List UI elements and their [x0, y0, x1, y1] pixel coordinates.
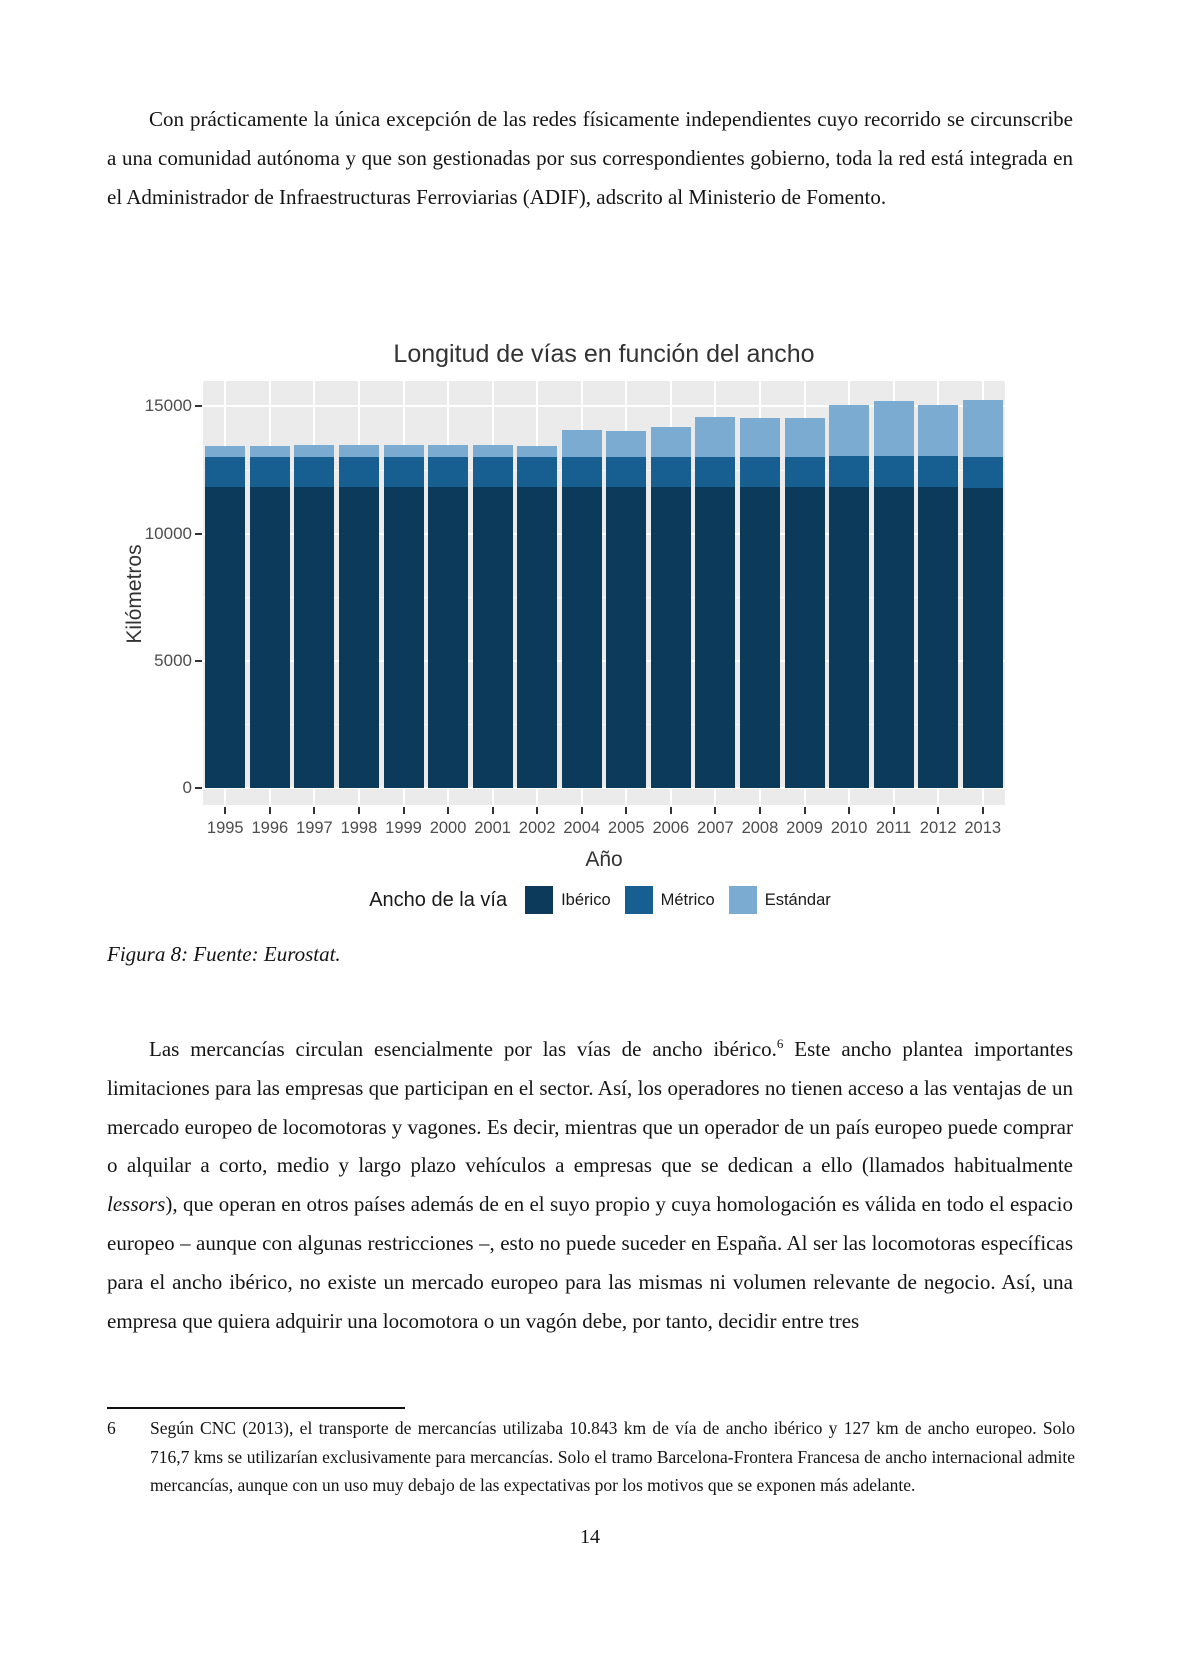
bar-segment-metrico: [785, 457, 825, 486]
body-paragraph-2: [107, 1030, 1073, 1340]
x-tick-label: 2002: [518, 819, 556, 837]
y-tick-mark: [195, 787, 202, 789]
page-number: 14: [580, 1526, 600, 1548]
legend-title: Ancho de la vía: [369, 888, 508, 911]
bar-segment-metrico: [651, 457, 691, 486]
x-tick-mark: [313, 807, 315, 814]
bar-segment-estandar: [517, 446, 557, 457]
x-tick-mark: [358, 807, 360, 814]
bar-segment-estandar: [339, 445, 379, 457]
chart-panel: [203, 381, 1005, 805]
bar-segment-iberico: [740, 487, 780, 788]
bar-segment-iberico: [606, 487, 646, 788]
x-tick-mark: [848, 807, 850, 814]
bar-segment-metrico: [874, 456, 914, 487]
footnote: [107, 1414, 1075, 1500]
bar-segment-iberico: [918, 487, 958, 788]
bar-segment-metrico: [473, 457, 513, 486]
paragraph2-text: Las mercancías circulan esencialmente por las vías de ancho ibérico.: [149, 1037, 777, 1061]
bar-segment-iberico: [963, 488, 1003, 788]
x-tick-label: 2009: [786, 819, 823, 837]
y-tick-label: 0: [182, 777, 192, 797]
x-tick-mark: [536, 807, 538, 814]
bar-segment-metrico: [339, 457, 379, 486]
bar-segment-iberico: [428, 487, 468, 788]
bar-segment-iberico: [205, 487, 245, 788]
legend-label: Estándar: [764, 890, 831, 909]
y-tick-label: 15000: [144, 396, 192, 416]
x-tick-mark: [492, 807, 494, 814]
bar-segment-iberico: [874, 487, 914, 788]
legend-label: Ibérico: [561, 890, 611, 909]
bar-segment-iberico: [517, 487, 557, 788]
bar-segment-iberico: [562, 487, 602, 788]
bar-segment-iberico: [294, 487, 334, 788]
x-tick-label: 2006: [652, 819, 690, 837]
legend-swatch: [625, 886, 653, 914]
bar-segment-iberico: [384, 487, 424, 788]
x-tick-label: 2011: [875, 819, 912, 837]
legend-swatch: [525, 886, 553, 914]
paragraph2-text: Este ancho plantea importantes limitaciones para las empresas que participan en el sector. Así, los operadores no tienen acceso a las ventajas de un mercado europeo de locomotoras y vagones. Es decir, mientras que un operador de un país europeo puede comprar o alquilar a corto, medio y largo plazo vehículos a empresas que se dedican a ello (llamados habitualmente: [107, 1037, 1074, 1178]
y-axis-title: Kilómetros: [123, 544, 146, 644]
bar-segment-estandar: [606, 431, 646, 458]
y-tick-mark: [195, 405, 202, 407]
y-tick-mark: [195, 533, 202, 535]
x-tick-label: 2013: [964, 819, 1002, 837]
bar-segment-metrico: [918, 456, 958, 487]
x-tick-label: 2004: [563, 819, 601, 837]
bar-segment-metrico: [829, 456, 869, 487]
bar-segment-estandar: [473, 445, 513, 457]
bar-segment-iberico: [829, 487, 869, 788]
footnote-text: Según CNC (2013), el transporte de mercancías utilizaba 10.843 km de vía de ancho ibérico y 127 km de ancho europeo. Solo 716,7 kms se utilizarían exclusivamente para mercancías. Solo el tramo Barcelona-Frontera Francesa de ancho internacional admite mercancías, aunque con un uso muy debajo de las expectativas por los motivos que se exponen más adelante.: [150, 1418, 1075, 1496]
bar-segment-estandar: [918, 405, 958, 456]
legend-item: [525, 886, 611, 914]
x-tick-mark: [893, 807, 895, 814]
bar-segment-metrico: [963, 457, 1003, 488]
x-tick-mark: [759, 807, 761, 814]
x-tick-mark: [403, 807, 405, 814]
paragraph2-emphasis: lessors: [107, 1192, 166, 1217]
x-tick-label: 2005: [607, 819, 645, 837]
bar-segment-metrico: [695, 457, 735, 486]
y-tick-label: 5000: [154, 650, 192, 670]
bar-segment-estandar: [740, 418, 780, 457]
bar-segment-iberico: [651, 487, 691, 788]
bar-segment-metrico: [606, 457, 646, 486]
x-axis-title: Año: [585, 848, 623, 871]
figure-chart: [110, 292, 1090, 940]
x-tick-mark: [625, 807, 627, 814]
bar-segment-iberico: [250, 487, 290, 788]
x-tick-mark: [982, 807, 984, 814]
footnote-separator: [107, 1407, 405, 1409]
bar-segment-estandar: [785, 418, 825, 457]
x-tick-mark: [581, 807, 583, 814]
bar-segment-estandar: [428, 445, 468, 457]
x-tick-label: 1999: [385, 819, 422, 837]
bar-segment-metrico: [294, 457, 334, 486]
x-tick-mark: [224, 807, 226, 814]
bar-segment-iberico: [339, 487, 379, 788]
x-tick-label: 2012: [919, 819, 957, 837]
x-tick-label: 2008: [741, 819, 779, 837]
x-tick-mark: [937, 807, 939, 814]
bar-segment-iberico: [473, 487, 513, 788]
legend-item: [729, 886, 831, 914]
legend-item: [625, 886, 715, 914]
bar-segment-metrico: [384, 457, 424, 486]
bar-segment-estandar: [829, 405, 869, 456]
bar-segment-estandar: [205, 446, 245, 457]
bar-segment-estandar: [294, 445, 334, 457]
bar-segment-metrico: [562, 457, 602, 486]
paragraph2-text: ), que operan en otros países además de en el suyo propio y cuya homologación es válida en todo el espacio europeo – aunque con algunas restricciones –, esto no puede suceder en España. Al ser las locomotoras específicas para el ancho ibérico, no existe un mercado europeo para las mismas ni volumen relevante de negocio. Así, una empresa que quiera adquirir una locomotora o un vagón debe, por tanto, decidir entre tres: [107, 1192, 1073, 1333]
y-tick-mark: [195, 660, 202, 662]
bar-segment-metrico: [428, 457, 468, 486]
bar-segment-metrico: [250, 457, 290, 486]
bar-segment-estandar: [384, 445, 424, 457]
bar-segment-estandar: [963, 400, 1003, 457]
chart-legend: [110, 886, 1090, 914]
x-tick-label: 2000: [429, 819, 467, 837]
body-paragraph-1: Con prácticamente la única excepción de las redes físicamente independientes cuyo recorrido se circunscribe a una comunidad autónoma y que son gestionadas por sus correspondientes gobierno, toda la red está integrada en el Administrador de Infraestructuras Ferroviarias (ADIF), adscrito al Ministerio de Fomento.: [107, 107, 1073, 209]
bar-segment-estandar: [695, 417, 735, 458]
x-tick-label: 1995: [206, 819, 244, 837]
y-tick-label: 10000: [144, 523, 192, 543]
bar-segment-metrico: [517, 457, 557, 486]
legend-label: Métrico: [660, 890, 715, 909]
footnote-reference: 6: [776, 1036, 784, 1051]
bar-segment-iberico: [785, 487, 825, 788]
x-tick-mark: [447, 807, 449, 814]
legend-swatch: [729, 886, 757, 914]
x-tick-mark: [670, 807, 672, 814]
bar-segment-estandar: [651, 427, 691, 458]
x-tick-label: 1996: [251, 819, 289, 837]
footnote-number: 6: [107, 1418, 116, 1438]
bar-segment-estandar: [874, 401, 914, 456]
figure-caption: Figura 8: Fuente: Eurostat.: [107, 942, 341, 966]
bar-segment-estandar: [562, 430, 602, 457]
chart-title: Longitud de vías en función del ancho: [393, 340, 815, 368]
bar-segment-iberico: [695, 487, 735, 788]
x-tick-mark: [714, 807, 716, 814]
x-tick-label: 2001: [474, 819, 511, 837]
bar-segment-metrico: [205, 457, 245, 486]
x-tick-label: 1998: [340, 819, 378, 837]
x-tick-label: 2010: [830, 819, 868, 837]
bar-segment-metrico: [740, 457, 780, 486]
x-tick-mark: [804, 807, 806, 814]
bar-segment-estandar: [250, 446, 290, 457]
x-tick-label: 2007: [697, 819, 734, 837]
x-tick-mark: [269, 807, 271, 814]
x-tick-label: 1997: [296, 819, 333, 837]
